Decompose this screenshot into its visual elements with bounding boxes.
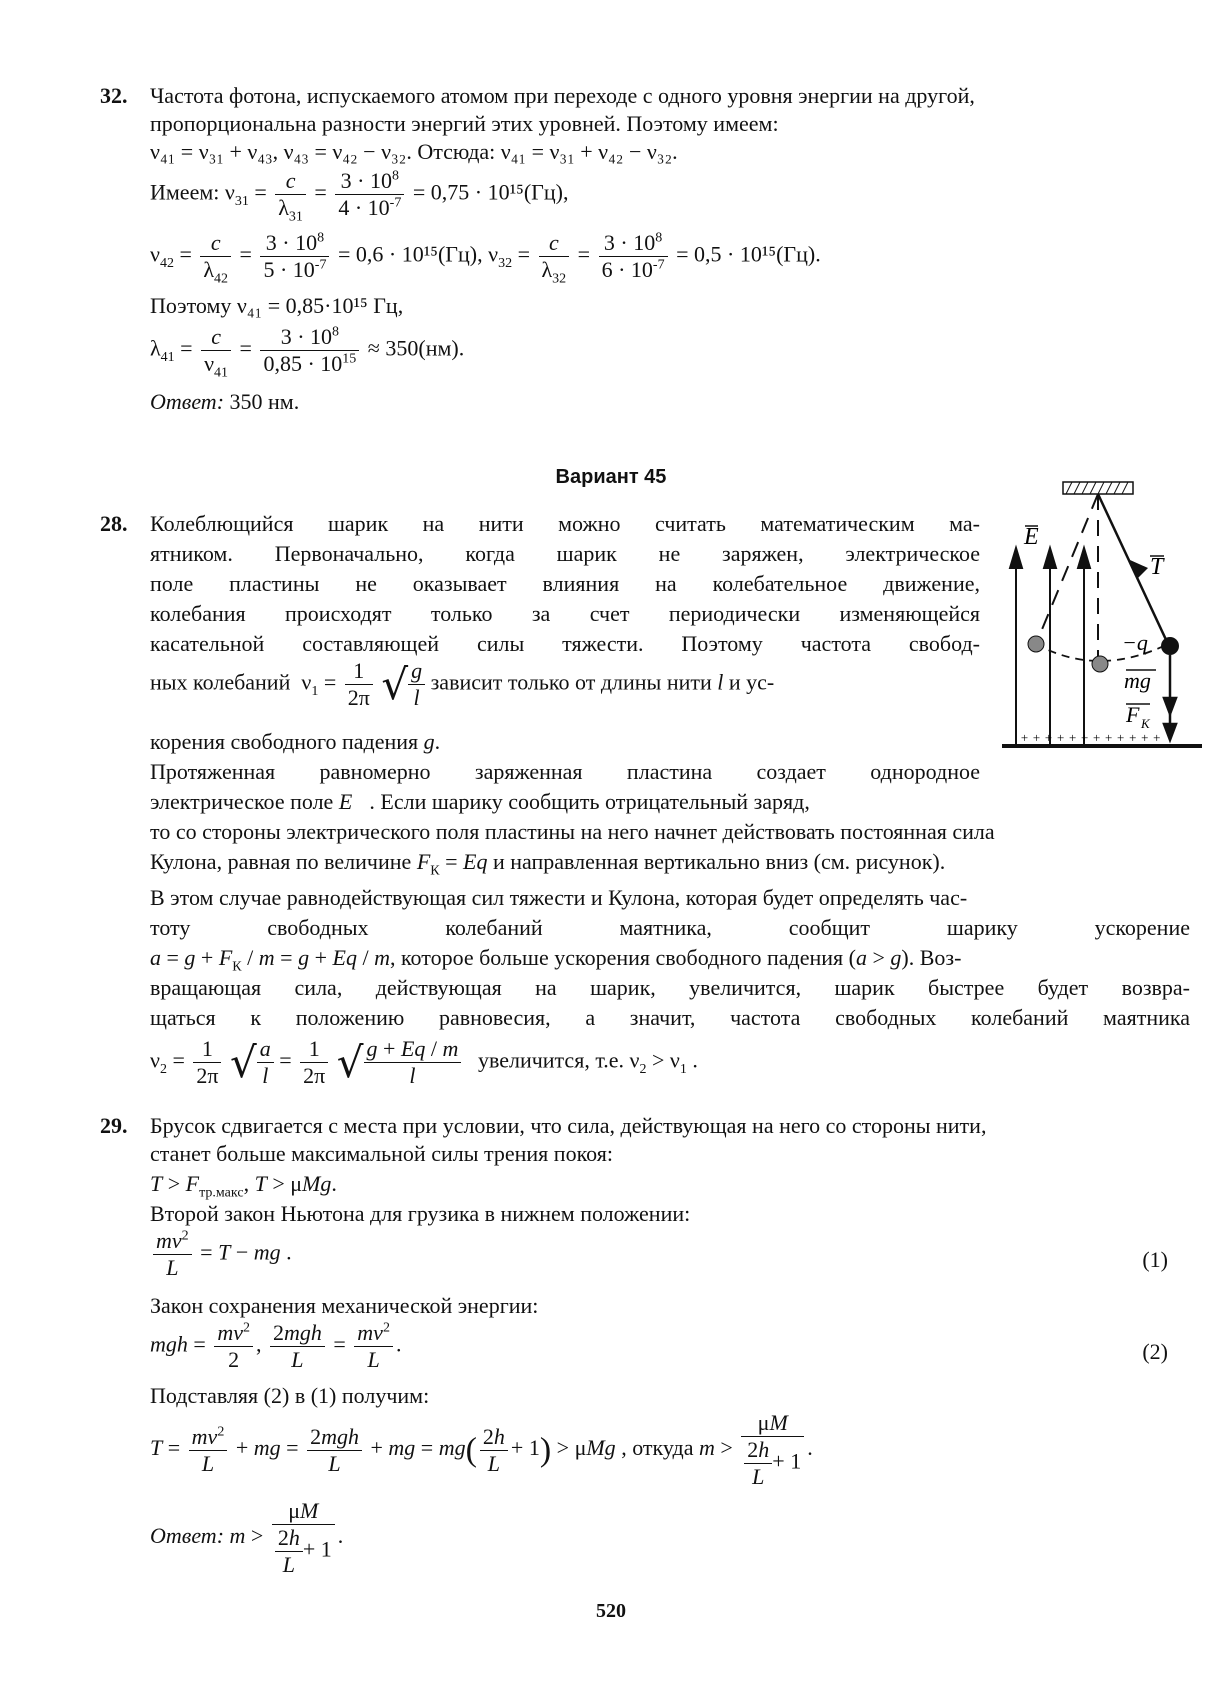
text-line: Колеблющийся шарик на нити можно считать математическим ма-: [150, 511, 980, 536]
equation-nu31: Имеем: $\nu_{31}$ = $\frac{c}{\lambda_{31}}$ = $\frac{3 \cdot 10^8}{4 \cdot 10^{-7}}$ = 0,75 · 10¹⁵(Гц),: [150, 168, 569, 225]
pendulum-figure: [980, 478, 1205, 778]
text: Кулона, равная по величине: [150, 849, 412, 874]
text-line: тоту свободных колебаний маятника, сообщит шарику ускорение: [150, 915, 1190, 940]
text: и ус-: [728, 669, 775, 695]
text-line: поле пластины не оказывает влияния на колебательное движение,: [150, 571, 980, 596]
text-line: то со стороны электрического поля пластины на него начнет действовать постоянная сила: [150, 819, 995, 844]
ball-left: [1028, 636, 1044, 652]
text-line: Кулона, равная по величине $F_К = Eq$ и направленная вертикально вниз (см. рисунок).: [150, 849, 946, 879]
equation-inequality: $T > F_{тр.макс}$, T > μMg.: [150, 1171, 337, 1201]
force-arrows: [1164, 655, 1176, 740]
equation-result: = 0,5 · 10¹⁵(Гц).: [676, 241, 821, 267]
label-F-sub: К: [1141, 716, 1150, 731]
equation-number: (1): [1142, 1247, 1168, 1272]
answer-label: Ответ:: [150, 389, 225, 414]
label-E: E: [1024, 524, 1039, 550]
text-line: вращающая сила, действующая на шарик, увеличится, шарик быстрее будет возвра-: [150, 975, 1190, 1000]
equation-result: ≈ 350(нм).: [367, 335, 465, 361]
text: корения свободного падения: [150, 729, 419, 754]
label-F: F: [1126, 702, 1140, 727]
equation-result: T = $\frac{mv^2}{L}$ + mg = $\frac{\text{2mgh}}{L}$ + mg = mg( $\frac{2h}{L}$ + 1) > μMg , откуда m > μM $\frac{2h}{L}$ + 1 .: [150, 1410, 813, 1489]
text: ных колебаний: [150, 669, 291, 695]
equation-2: mgh = $\frac{mv^2}{2}$ , $\frac{\text{2mgh}}{L}$ = $\frac{mv^2}{L}$ .: [150, 1320, 402, 1372]
text-line: Частота фотона, испускаемого атомом при переходе с одного уровня энергии на другой,: [150, 83, 975, 108]
label: Имеем:: [150, 179, 220, 205]
plate-charges: + + + + + + + + + + + +: [1020, 730, 1162, 745]
equation-result: = 0,6 · 10¹⁵(Гц),: [337, 241, 483, 267]
problem-number: 28.: [100, 511, 128, 536]
text-line: Подставляя (2) в (1) получим:: [150, 1383, 430, 1408]
page-number: 520: [596, 1600, 626, 1622]
text-line: колебания происходят только за счет периодически изменяющейся: [150, 601, 980, 626]
text-line: станет больше максимальной силы трения покоя:: [150, 1141, 613, 1166]
text: . Если шарику сообщить отрицательный заряд,: [369, 789, 810, 814]
label-mg: mg: [1124, 668, 1151, 693]
answer-line: [150, 386, 299, 417]
equation-nu1: ных колебаний $\nu_1$ = $\frac{1}{2\pi}$ √ $\frac{g}{l}$ зависит только от длины нити l и ус-: [150, 658, 775, 710]
text-line: $a = g + F_К / m = g + Eq / m$, которое больше ускорения свободного падения (a > g). Воз-: [150, 945, 962, 975]
equation-nu42-nu32: $\nu_{42}$ = $\frac{c}{\lambda_{42}}$ = $\frac{3 \cdot 10^8}{5 \cdot 10^{-7}}$ = 0,6 · 10¹⁵(Гц), $\nu_{32}$ = $\frac{c}{\lambda_{32}}$ = $\frac{3 \cdot 10^8}{6 \cdot 10^{-7}}$ = 0,5 · 10¹⁵(Гц).: [150, 230, 821, 287]
text-line: ν₄₁ = ν₃₁ + ν₄₃, ν₄₃ = ν₄₂ − ν₃₂. Отсюда: ν₄₁ = ν₃₁ + ν₄₂ − ν₃₂.: [150, 139, 678, 164]
label-q: −q: [1122, 630, 1148, 655]
equation-nu2: $\nu_2$ = $\frac{1}{2\pi}$ √ $\frac{a}{l}$ = $\frac{1}{2\pi}$ √ $\frac{g + Eq / m}{l}$ увеличится, т.е. $\nu_2 > \nu_1$ .: [150, 1036, 698, 1088]
text: , которое больше ускорения свободного падения: [389, 945, 844, 970]
text: зависит только от длины нити: [430, 669, 712, 695]
text-line: корения свободного падения g.: [150, 729, 441, 754]
text-line: Протяженная равномерно заряженная пластина создает однородное: [150, 759, 980, 784]
text: и направленная вертикально вниз (см. рисунок).: [492, 849, 946, 874]
text-line: Поэтому ν₄₁ = 0,85·10¹⁵ Гц,: [150, 293, 404, 318]
equation-lambda41: $\lambda_{41}$ = $\frac{c}{\nu_{41}}$ = $\frac{3 \cdot 10^8}{0,85 \cdot 10^{15}}$ ≈ 350(нм).: [150, 324, 465, 381]
text-line: электрическое поле E⃗. Если шарику сообщить отрицательный заряд,: [150, 789, 810, 814]
ball-center: [1092, 656, 1108, 672]
equation-result: = 0,75 · 10¹⁵(Гц),: [412, 179, 569, 205]
answer-line: Ответ: m > μM $\frac{2h}{L}$ + 1 .: [150, 1498, 344, 1577]
text-line: касательной составляющей силы тяжести. Поэтому частота свобод-: [150, 631, 980, 656]
text: . Воз-: [908, 945, 962, 970]
equation-number: (2): [1142, 1339, 1168, 1364]
text-line: ятником. Первоначально, когда шарик не заряжен, электрическое: [150, 541, 980, 566]
answer-value: 350 нм.: [229, 389, 300, 414]
text-line: Брусок сдвигается с места при условии, что сила, действующая на него со стороны нити,: [150, 1113, 987, 1138]
label-T: T: [1150, 554, 1164, 580]
text: электрическое поле: [150, 789, 334, 814]
text: увеличится, т.е.: [477, 1047, 625, 1073]
text-line: Закон сохранения механической энергии:: [150, 1293, 539, 1318]
text-line: щаться к положению равновесия, а значит, частота свободных колебаний маятника: [150, 1005, 1190, 1030]
problem-number: 29.: [100, 1113, 128, 1138]
problem-number: 32.: [100, 83, 128, 108]
equation-1: $\frac{mv^2}{L}$ = T − mg .: [150, 1228, 292, 1281]
text-line: В этом случае равнодействующая сил тяжести и Кулона, которая будет определять час-: [150, 885, 968, 910]
text-line: Второй закон Ньютона для грузика в нижнем положении:: [150, 1201, 691, 1226]
section-heading: Вариант 45: [555, 466, 667, 488]
text: , откуда: [621, 1435, 694, 1461]
answer-label: Ответ:: [150, 1523, 225, 1549]
field-lines: [1010, 548, 1090, 744]
text-line: пропорциональна разности энергий этих уровней. Поэтому имеем:: [150, 111, 779, 136]
ball-right: [1161, 637, 1179, 655]
